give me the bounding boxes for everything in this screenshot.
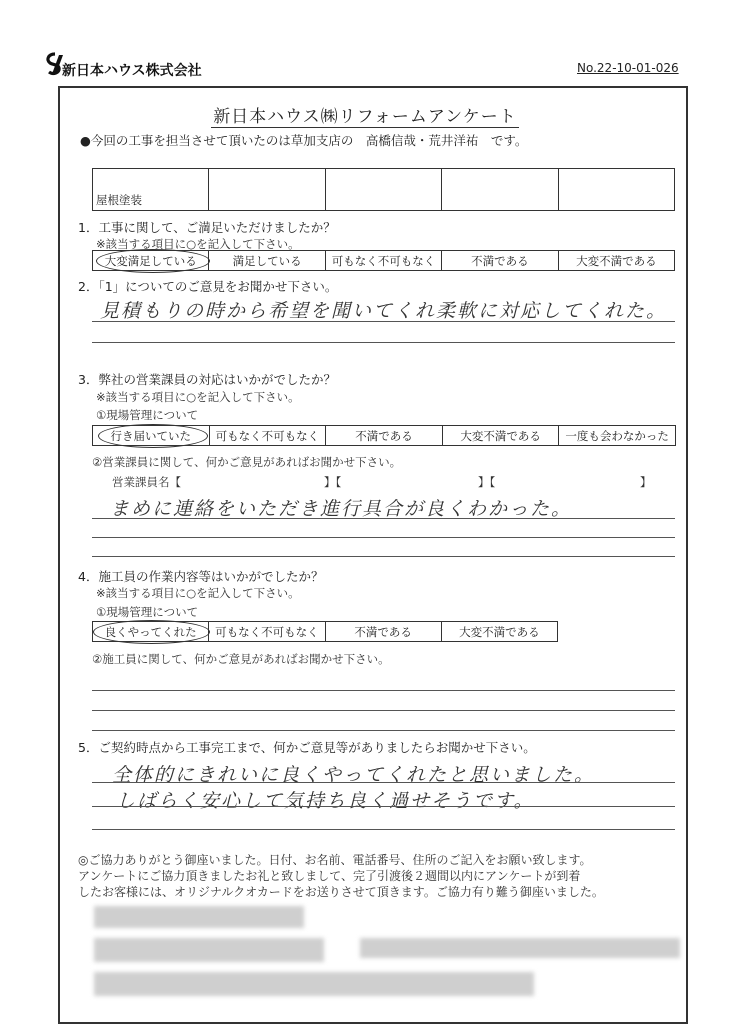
q3-handwritten-answer: まめに連絡をいただき進行具合が良くわかった。 bbox=[110, 498, 573, 520]
page-title bbox=[0, 102, 730, 127]
company-name: 新日本ハウス株式会社 bbox=[62, 63, 202, 79]
q4-sub1: ①現場管理について bbox=[96, 605, 199, 619]
answer-line bbox=[92, 782, 675, 783]
staff-name-label: 営業課員名【 bbox=[112, 475, 181, 489]
q3-option[interactable]: 大変不満である bbox=[443, 426, 560, 445]
answer-line bbox=[92, 829, 675, 830]
q3-sub2: ②営業課員に関して、何かご意見があればお聞かせ下さい。 bbox=[92, 455, 402, 469]
q1-option[interactable]: 大変満足している bbox=[93, 251, 209, 270]
work-type-cell-empty bbox=[209, 169, 325, 210]
page-title-text: 新日本ハウス㈱リフォームアンケート bbox=[213, 107, 517, 127]
staff-name-bracket: 】【 bbox=[478, 475, 496, 489]
answer-line bbox=[92, 518, 675, 519]
footer-line-2: アンケートにご協力頂きましたお礼と致しまして、完了引渡後２週間以内にアンケートが到着 bbox=[78, 869, 581, 883]
work-type-cell-empty bbox=[559, 169, 674, 210]
answer-line bbox=[92, 537, 675, 538]
work-type-cell-empty bbox=[442, 169, 558, 210]
q1-title: 1．工事に関して、ご満足いただけましたか？ bbox=[78, 220, 336, 235]
q4-option[interactable]: 可もなく不可もなく bbox=[209, 622, 325, 641]
q4-option[interactable]: 大変不満である bbox=[459, 624, 540, 639]
staff-name-bracket-close: 】 bbox=[640, 475, 652, 489]
q4-option[interactable]: 良くやってくれた bbox=[93, 622, 209, 641]
q2-title: 2．「1」についてのご意見をお聞かせ下さい。 bbox=[78, 279, 338, 294]
answer-line bbox=[92, 730, 675, 731]
q3-option[interactable]: 不満である bbox=[326, 426, 443, 445]
footer-line-3: したお客様には、オリジナルクオカードをお送りさせて頂きます。ご協力有り難う御座いました。 bbox=[78, 885, 604, 899]
redacted-date bbox=[94, 906, 304, 928]
answer-line bbox=[92, 690, 675, 691]
staff-name-bracket: 】【 bbox=[324, 475, 342, 489]
q2-handwritten-answer: 見積もりの時から希望を聞いてくれ柔軟に対応してくれた。 bbox=[100, 300, 668, 322]
q4-title: 4．施工員の作業内容等はいかがでしたか？ bbox=[78, 569, 324, 584]
q1-note: ※該当する項目に○を記入して下さい。 bbox=[96, 237, 300, 251]
q5-handwritten-answer-line1: 全体的にきれいに良くやってくれたと思いました。 bbox=[112, 764, 596, 786]
q1-option[interactable]: 満足している bbox=[209, 251, 325, 270]
q4-sub2: ②施工員に関して、何かご意見があればお聞かせ下さい。 bbox=[92, 652, 390, 666]
work-type-grid bbox=[92, 168, 675, 211]
answer-line bbox=[92, 321, 675, 322]
q3-option[interactable]: 行き届いていた bbox=[93, 426, 210, 445]
answer-line bbox=[92, 342, 675, 343]
q3-note: ※該当する項目に○を記入して下さい。 bbox=[96, 390, 300, 404]
work-type-cell: 屋根塗装 bbox=[93, 169, 209, 210]
q5-handwritten-answer-line2: しばらく安心して気持ち良く過せそうです。 bbox=[116, 790, 535, 812]
intro-text: ●今回の工事を担当させて頂いたのは草加支店の 高橋信哉・荒井洋祐 です。 bbox=[80, 133, 528, 148]
answer-line bbox=[92, 556, 675, 557]
redacted-phone bbox=[360, 938, 680, 958]
q4-selection-circle bbox=[93, 620, 210, 644]
q1-option[interactable]: 不満である bbox=[442, 251, 558, 270]
q5-title: 5．ご契約時点から工事完工まで、何かご意見等がありましたらお聞かせ下さい。 bbox=[78, 740, 536, 755]
q1-option[interactable]: 大変不満である bbox=[576, 253, 657, 268]
q4-option[interactable]: 不満である bbox=[326, 622, 442, 641]
footer-line-1: ◎ご協力ありがとう御座いました。日付、お名前、電話番号、住所のご記入をお願い致します。 bbox=[78, 853, 592, 867]
redacted-name bbox=[94, 938, 324, 962]
q3-option[interactable]: 可もなく不可もなく bbox=[210, 426, 327, 445]
answer-line bbox=[92, 710, 675, 711]
q3-title: 3．弊社の営業課員の対応はいかがでしたか？ bbox=[78, 372, 336, 387]
q3-sub1: ①現場管理について bbox=[96, 408, 199, 422]
document-number: No.22-10-01-026 bbox=[577, 61, 679, 75]
q3-selection-circle bbox=[98, 424, 208, 448]
q1-option[interactable]: 可もなく不可もなく bbox=[326, 251, 442, 270]
redacted-address bbox=[94, 972, 534, 996]
q4-note: ※該当する項目に○を記入して下さい。 bbox=[96, 586, 300, 600]
q3-option[interactable]: 一度も会わなかった bbox=[565, 428, 669, 443]
work-type-cell-empty bbox=[326, 169, 442, 210]
answer-line bbox=[92, 806, 675, 807]
q1-selection-circle bbox=[96, 249, 210, 273]
